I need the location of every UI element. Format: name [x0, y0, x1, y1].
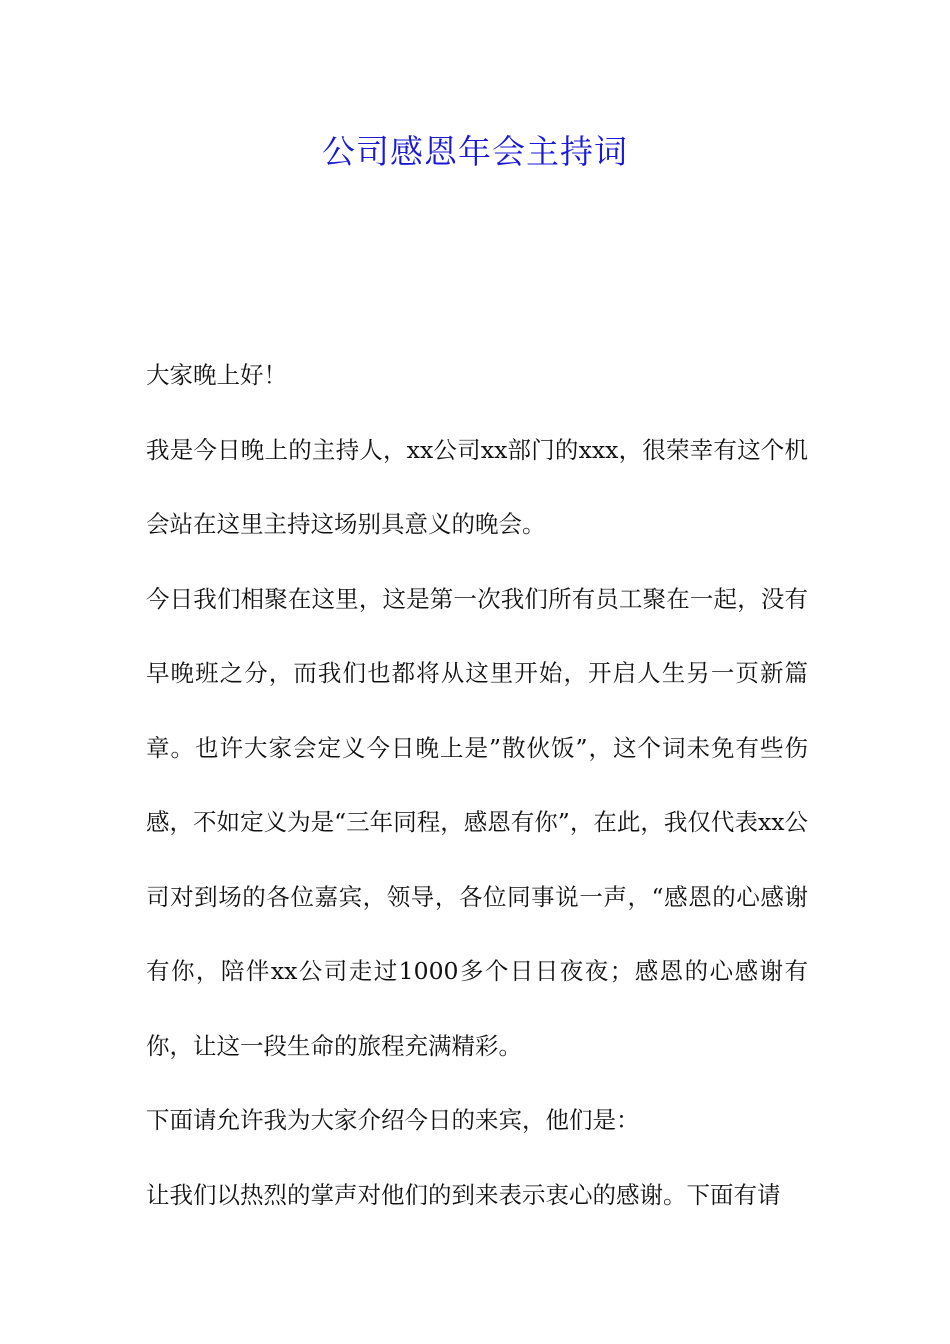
- paragraph-greeting: 大家晚上好！: [146, 361, 287, 389]
- document-body: [146, 338, 808, 1232]
- paragraph-introduction: 我是今日晚上的主持人，xx公司xx部门的xxx，很荣幸有这个机会站在这里主持这场别具意义的晚会。: [146, 435, 808, 538]
- paragraph-guests-intro: 下面请允许我为大家介绍今日的来宾，他们是：: [146, 1106, 640, 1134]
- document-title: 公司感恩年会主持词: [322, 132, 628, 171]
- paragraph-gratitude: 今日我们相聚在这里，这是第一次我们所有员工聚在一起，没有早晚班之分，而我们也都将从这里开始，开启人生另一页新篇章。也许大家会定义今日晚上是”散伙饭”，这个词未免有些伤感，不如定义为是“三年同程，感恩有你”，在此，我仅代表xx公司对到场的各位嘉宾，领导，各位同事说一声，“感恩的心感谢有你，陪伴xx公司走过1000多个日日夜夜；感恩的心感谢有你，让这一段生命的旅程充满精彩。: [146, 584, 808, 1060]
- paragraph-applause: 让我们以热烈的掌声对他们的到来表示衷心的感谢。下面有请: [146, 1180, 781, 1209]
